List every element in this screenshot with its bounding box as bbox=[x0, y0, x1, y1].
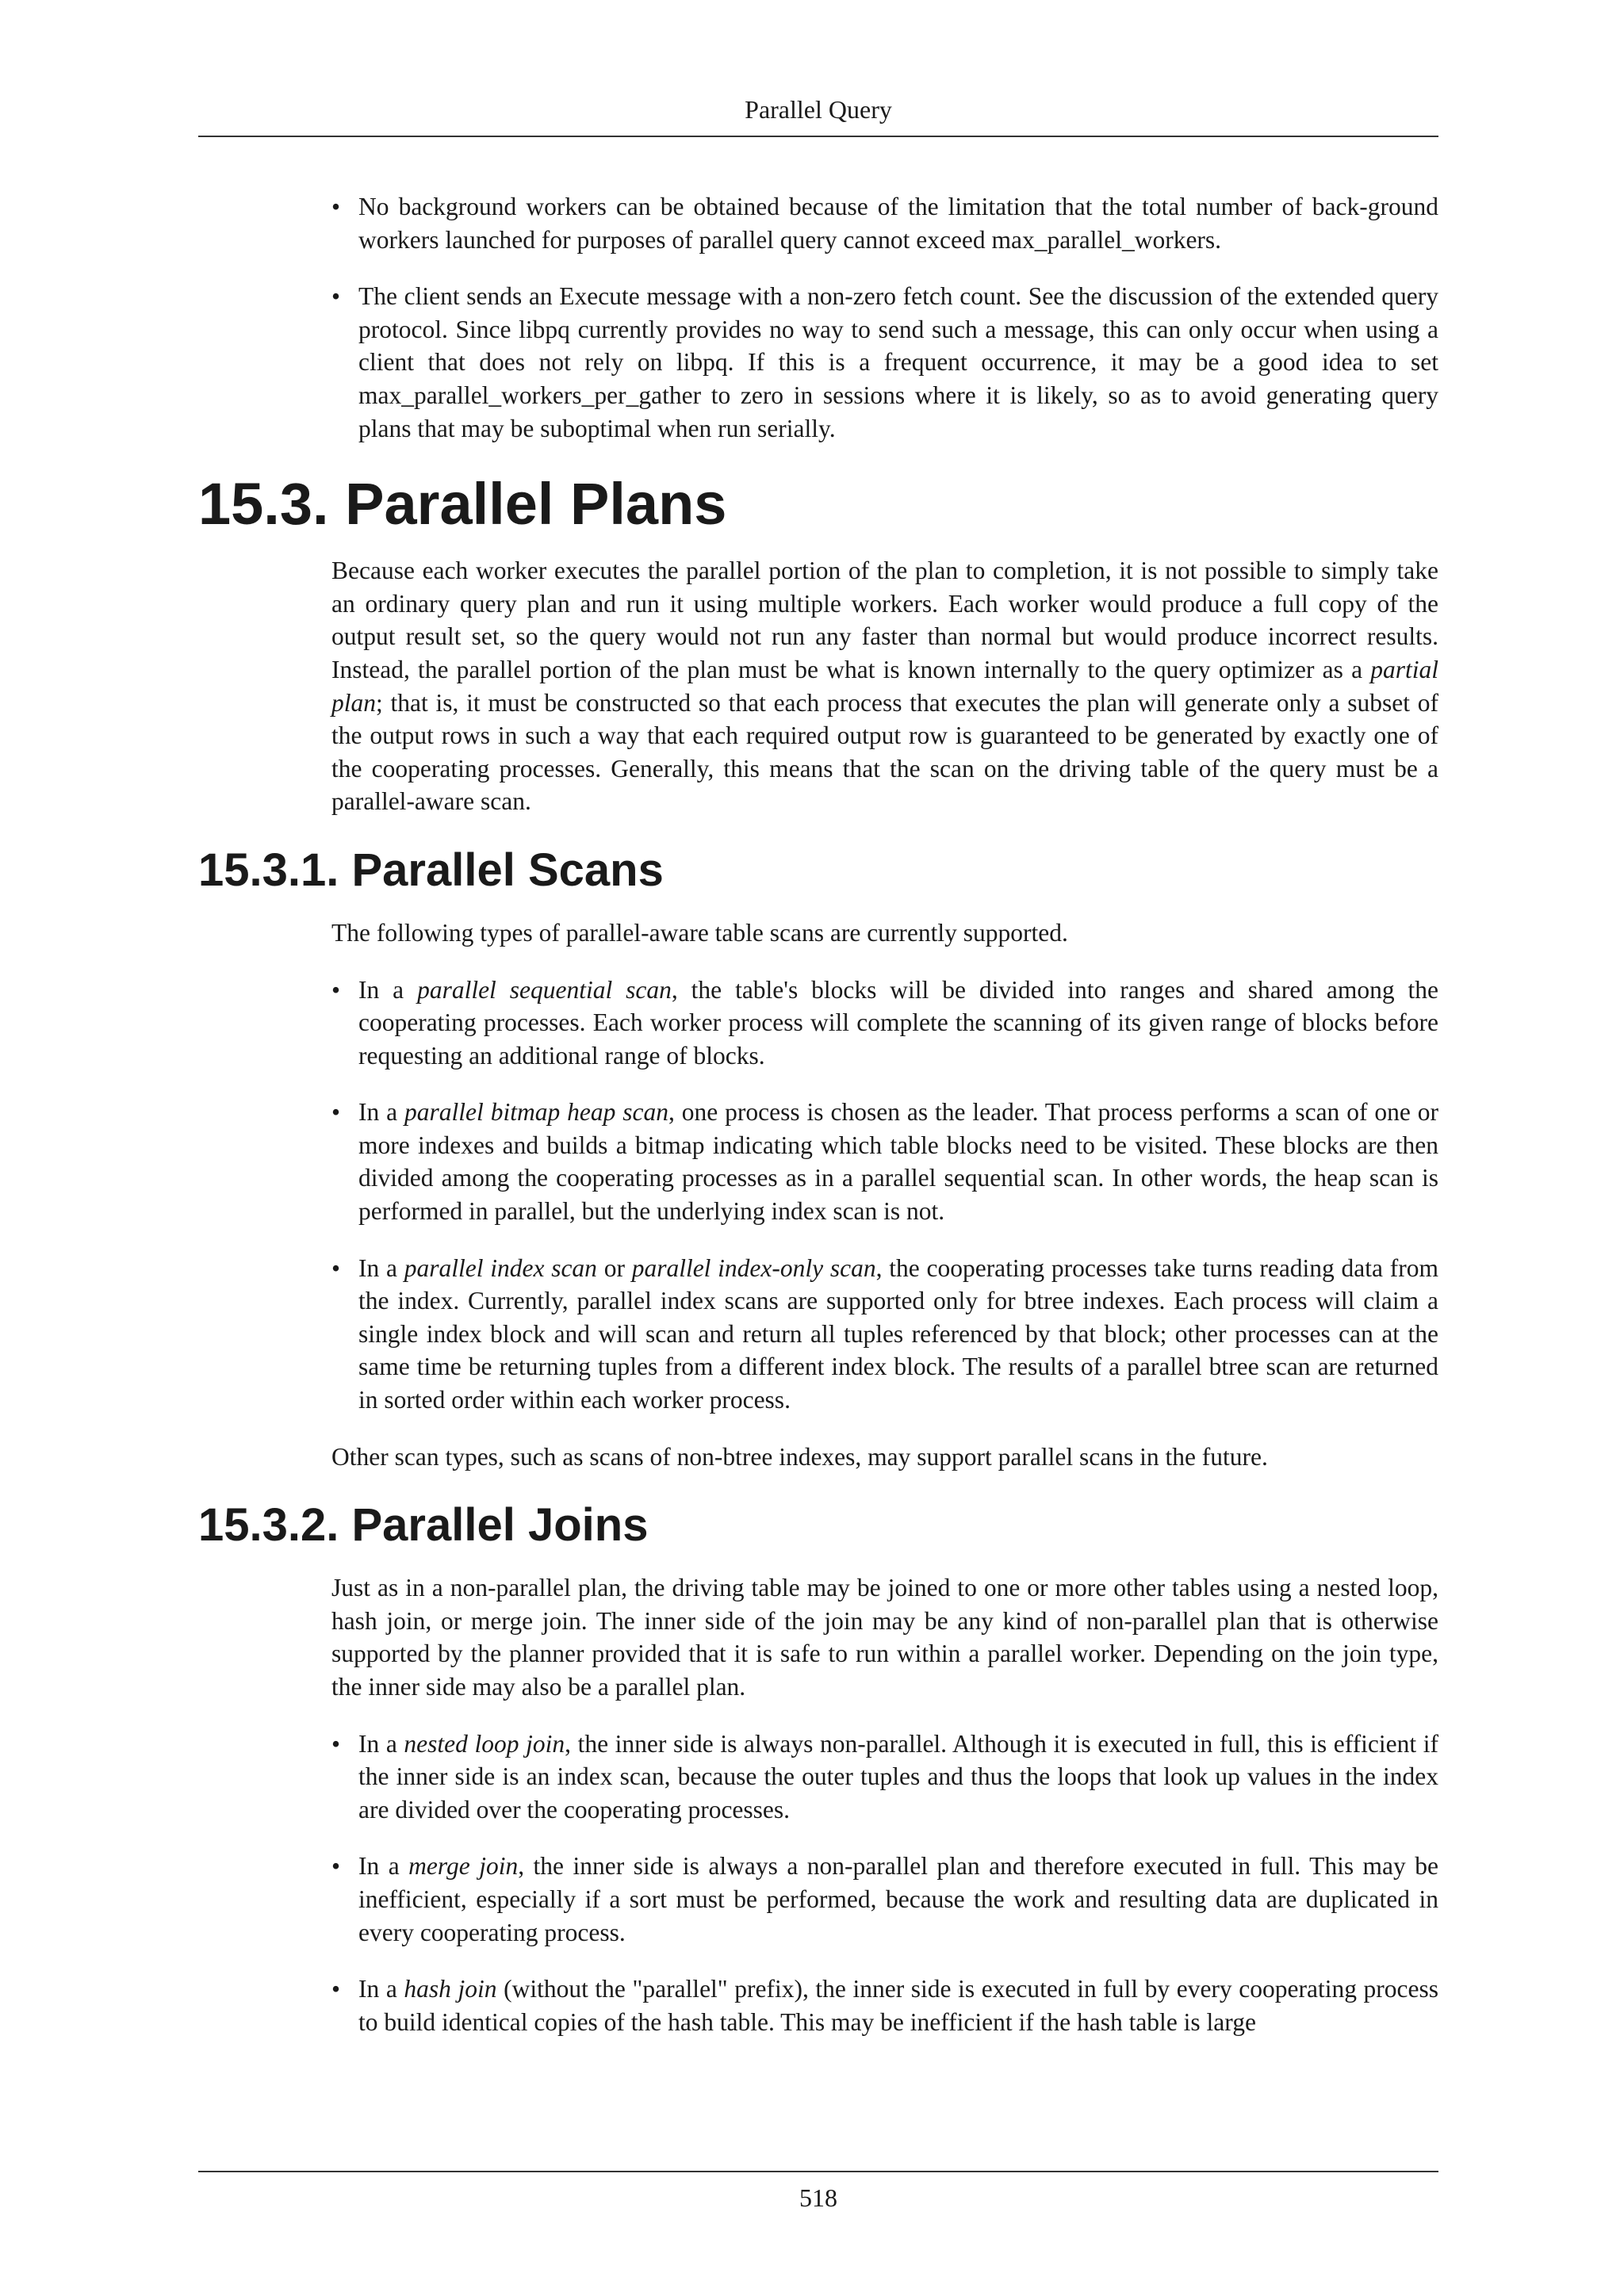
section-paragraph: Because each worker executes the parallel portion of the plan to completion, it is not possible to simply take an ordinary query plan and run it using multiple workers. Each worker would produce a full copy of the output result set, so the query would not run any faster than normal but would produce incorrect results. Instead, the parallel portion of the plan must be what is known internally to the query optimizer as a partial plan; that is, it must be constructed so that each process that executes the plan will generate only a subset of the output rows in such a way that each required output row is guaranteed to be generated by exactly one of the cooperating processes. Generally, this means that the scan on the driving table of the query must be a parallel-aware scan. bbox=[331, 557, 1438, 816]
list-item: • The client sends an Execute message with a non-zero fetch count. See the discussion of the extended query protocol. Since libpq currently provides no way to send such a message, this can only occur when using a client that does not rely on libpq. If this is a frequent occurrence, it may be a good idea to set max_parallel_workers_per_gather to zero in sessions where it is likely, so as to avoid generating query plans that may be suboptimal when run serially. bbox=[358, 280, 1438, 445]
list-item: • In a hash join (without the "parallel" prefix), the inner side is executed in full by every cooperating process to build identical copies of the hash table. This may be inefficient if the hash table is large bbox=[358, 1973, 1438, 2038]
list-item: • In a merge join, the inner side is always a non-parallel plan and therefore executed in full. This may be inefficient, especially if a sort must be performed, because the work and resulting data are duplicated in every cooperating process. bbox=[358, 1850, 1438, 1949]
scans-intro: The following types of parallel-aware table scans are currently supported. bbox=[331, 918, 1068, 947]
bullet-marker: • bbox=[331, 1729, 341, 1758]
running-header: Parallel Query bbox=[745, 95, 892, 124]
bullet-marker: • bbox=[331, 282, 341, 311]
list-item: • In a nested loop join, the inner side is always non-parallel. Although it is executed in full, this is efficient if the inner side is an index scan, because the outer tuples and thus the loops that look up values in the index are divided over the cooperating processes. bbox=[358, 1728, 1438, 1827]
intro-bullet-list bbox=[198, 190, 1438, 445]
bullet-marker: • bbox=[331, 193, 341, 220]
subsection-heading-joins: 15.3.2. Parallel Joins bbox=[198, 1499, 649, 1552]
joins-bullet-list bbox=[198, 1728, 1438, 2039]
bullet-marker: • bbox=[331, 1098, 341, 1127]
list-item: • In a parallel index scan or parallel index-only scan, the cooperating processes take turns reading data from the index. Currently, parallel index scans are supported only for btree indexes. Each process will claim a single index block and will scan and return all tuples referenced by that block; other processes can at the same time be returning tuples from a different index block. The results of a parallel btree scan are returned in sorted order within each worker process. bbox=[358, 1252, 1438, 1417]
bullet-marker: • bbox=[331, 1852, 341, 1881]
list-item: • In a parallel bitmap heap scan, one process is chosen as the leader. That process performs a scan of one or more indexes and builds a bitmap indicating which table blocks need to be visited. These blocks are then divided among the cooperating processes as in a parallel sequential scan. In other words, the heap scan is performed in parallel, but the underlying index scan is not. bbox=[358, 1096, 1438, 1227]
scans-outro: Other scan types, such as scans of non-btree indexes, may support parallel scans in the future. bbox=[331, 1442, 1268, 1471]
list-item: • No background workers can be obtained because of the limitation that the total number of back-ground workers launched for purposes of parallel query cannot exceed max_parallel_workers. bbox=[358, 190, 1438, 256]
section-heading: 15.3. Parallel Plans bbox=[198, 471, 727, 538]
page-number: 518 bbox=[799, 2183, 837, 2212]
bullet-marker: • bbox=[331, 1975, 341, 2003]
joins-intro: Just as in a non-parallel plan, the driving table may be joined to one or more other tables using a nested loop, hash join, or merge join. The inner side of the join may be any kind of non-parallel plan that is otherwise supported by the planner provided that it is safe to run within a parallel worker. Depending on the join type, the inner side may also be a parallel plan. bbox=[331, 1574, 1438, 1701]
bullet-marker: • bbox=[331, 975, 341, 1004]
scans-bullet-list bbox=[198, 974, 1438, 1417]
subsection-heading-scans: 15.3.1. Parallel Scans bbox=[198, 844, 664, 896]
page-content bbox=[198, 190, 1438, 2062]
footer-rule bbox=[198, 2171, 1438, 2172]
list-item: • In a parallel sequential scan, the table's blocks will be divided into ranges and shared among the cooperating processes. Each worker process will complete the scanning of its given range of blocks before requesting an additional range of blocks. bbox=[358, 974, 1438, 1073]
header-rule bbox=[198, 136, 1438, 137]
bullet-marker: • bbox=[331, 1253, 341, 1282]
